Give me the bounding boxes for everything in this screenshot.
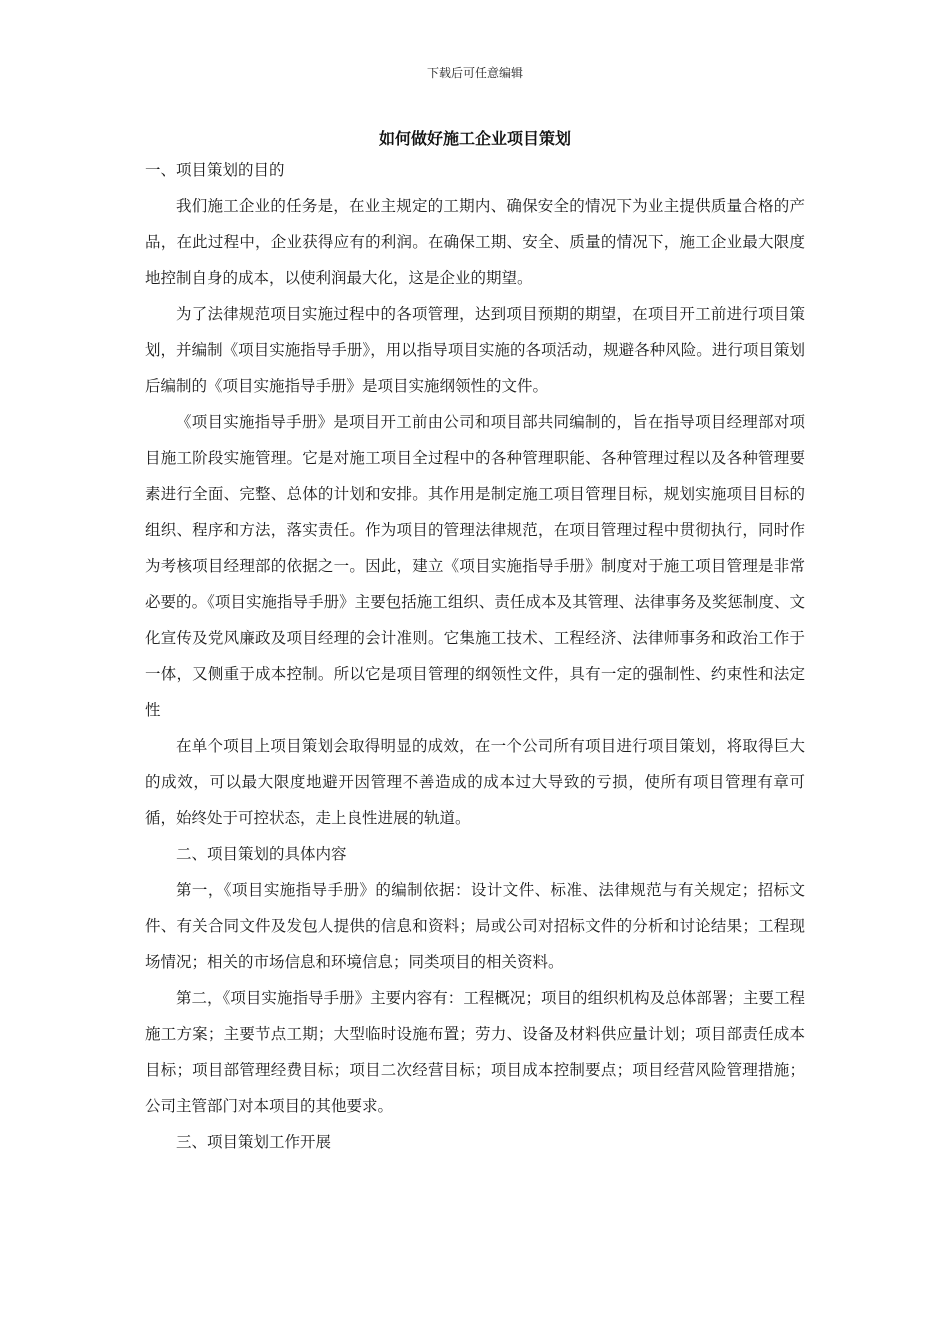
section-heading-2: 二、项目策划的具体内容: [176, 845, 347, 863]
document-body: [145, 152, 805, 1160]
paragraph-2: 为了法律规范项目实施过程中的各项管理，达到项目预期的期望，在项目开工前进行项目策划，并编制《项目实施指导手册》，用以指导项目实施的各项活动，规避各种风险。进行项目策划后编制的《项目实施指导手册》是项目实施纲领性的文件。: [145, 305, 805, 395]
document-title: 如何做好施工企业项目策划: [378, 129, 571, 148]
header-note: 下载后可任意编辑: [426, 66, 523, 80]
paragraph-1: 我们施工企业的任务是，在业主规定的工期内、确保安全的情况下为业主提供质量合格的产品，在此过程中，企业获得应有的利润。在确保工期、安全、质量的情况下，施工企业最大限度地控制自身的成本，以使利润最大化，这是企业的期望。: [145, 197, 805, 287]
paragraph-5: 第一，《项目实施指导手册》的编制依据：设计文件、标准、法律规范与有关规定；招标文件、有关合同文件及发包人提供的信息和资料；局或公司对招标文件的分析和讨论结果；工程现场情况；相关的市场信息和环境信息；同类项目的相关资料。: [145, 881, 805, 971]
section-heading-1: 一、项目策划的目的: [145, 161, 285, 179]
paragraph-4: 在单个项目上项目策划会取得明显的成效，在一个公司所有项目进行项目策划，将取得巨大的成效，可以最大限度地避开因管理不善造成的成本过大导致的亏损，使所有项目管理有章可循，始终处于可控状态，走上良性进展的轨道。: [145, 737, 805, 827]
paragraph-3: 《项目实施指导手册》是项目开工前由公司和项目部共同编制的，旨在指导项目经理部对项目施工阶段实施管理。它是对施工项目全过程中的各种管理职能、各种管理过程以及各种管理要素进行全面、完整、总体的计划和安排。其作用是制定施工项目管理目标，规划实施项目目标的组织、程序和方法，落实责任。作为项目的管理法律规范，在项目管理过程中贯彻执行，同时作为考核项目经理部的依据之一。因此，建立《项目实施指导手册》制度对于施工项目管理是非常必要的。《项目实施指导手册》主要包括施工组织、责任成本及其管理、法律事务及奖惩制度、文化宣传及党风廉政及项目经理的会计准则。它集施工技术、工程经济、法律师事务和政治工作于一体，又侧重于成本控制。所以它是项目管理的纲领性文件，具有一定的强制性、约束性和法定性: [145, 413, 805, 719]
section-heading-3: 三、项目策划工作开展: [176, 1133, 332, 1151]
paragraph-6: 第二，《项目实施指导手册》主要内容有：工程概况；项目的组织机构及总体部署；主要工程施工方案；主要节点工期；大型临时设施布置；劳力、设备及材料供应量计划；项目部责任成本目标；项目部管理经费目标；项目二次经营目标；项目成本控制要点；项目经营风险管理措施；公司主管部门对本项目的其他要求。: [145, 989, 805, 1115]
